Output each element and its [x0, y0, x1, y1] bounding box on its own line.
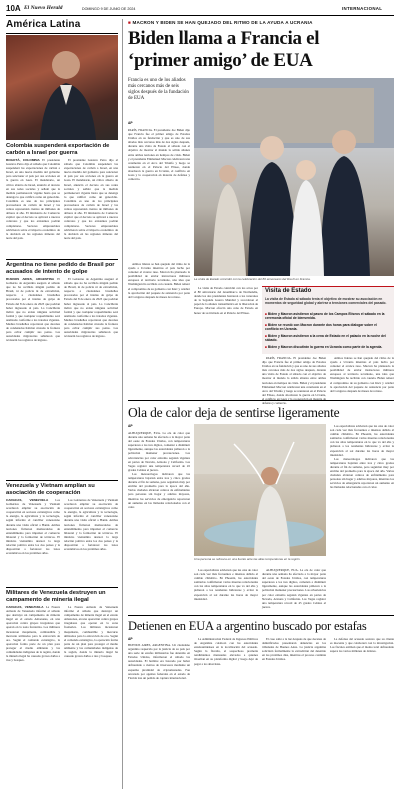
story4-dateline: CARACAS, VENEZUELA	[6, 605, 44, 609]
fountain-image	[194, 424, 326, 556]
story2-headline: Argentina no tiene pedido de Brasil por acusados de intento de golpe	[6, 262, 115, 275]
bottom-body-4	[330, 637, 394, 791]
story1-body-a	[6, 158, 60, 256]
story4-body-b	[64, 605, 118, 789]
masthead-rule	[6, 15, 394, 16]
main-headline-2: ‘primer amigo’ de EUA	[128, 50, 313, 71]
story3-text: Los Gobiernos de Venezuela y Vietnam acordaron ampliar su asociación de cooperación en sectores estratégicos como la energía, la agricultura y la tecnología, según informó el canciller venezolano durante una visita oficial a Hanói. Ambas naciones firmaron memorandos de entendimiento para impulsar el comercio bilateral y la formación de técnicos. El ministro vietnamita destacó la larga relación política entre los dos países y la disposición a fortalecer los lazos económicos en los próximos años.	[6, 498, 60, 556]
heat-body-3	[194, 568, 258, 612]
heat-text-2b: Los meteorólogos indicaron que las temperaturas bajarían entre tres y cinco grados durante el fin de semana, pero seguirían muy por encima del promedio para la época del año. Varias ciudades abrieron centros de enfriamiento para personas sin hogar y adultos mayores, mientras los servicios de emergencia reportaron un aumento en las llamadas relacionadas con el calor.	[330, 456, 394, 490]
main-text-4: PARÍS, FRANCIA. El presidente Joe Biden dijo que Francia fue el primer amigo de Estados Unidos en su fundación y que es uno de sus aliados más cercanos más de dos siglos después, durante una visita de Estado al sábado con el objetivo de mostrar al mundo la sólida alianza entre ambas naciones en tiempos de crisis. Biden y el presidente Emmanuel Macron celebraron una ceremonia en el Arco del Triunfo y luego se reunieron en el Palacio del Elíseo, donde abordaron la guerra en Ucrania, el conflicto en Gaza y la cooperación en materia de defensa y comercio.	[262, 356, 326, 406]
heat-body-2	[330, 424, 394, 612]
sidebar-bullet-2	[265, 323, 391, 331]
bottom-headline: Detienen en EUA a argentino buscado por estafas	[128, 619, 367, 633]
heat-text-1b: Los meteorólogos indicaron que las temperaturas bajarían entre tres y cinco grados durante el fin de semana, pero seguirían muy por encima del promedio para la época del año. Varias ciudades abrieron centros de enfriamiento para personas sin hogar y adultos mayores, mientras los servicios de emergencia reportaron un aumento en las llamadas relacionadas con el calor.	[128, 471, 190, 509]
main-body-2	[128, 262, 190, 372]
main-photo-caption: La visita de Estado coincidió con la celebración del 80 aniversario del Día D en Francia.	[194, 277, 311, 281]
main-byline: AP	[128, 121, 133, 125]
left-column-divider	[122, 19, 123, 789]
main-body-3	[194, 286, 258, 372]
heat-text-2: Los especialistas advierten que las olas de calor son cada vez más frecuentes e intensas debido al cambio climático. En Phoenix, las autoridades sanitarias confirmaron varias muertes relacionadas con las altas temperaturas en lo que va del año y pidieron a los residentes hidratarse y evitar la exposición al sol durante las horas de mayor intensidad.	[330, 424, 394, 457]
main-text-1: PARÍS, FRANCIA. El presidente Joe Biden dijo que Francia fue el primer amigo de Estados Unidos en su fundación y que es uno de sus aliados más cercanos más de dos siglos después, durante una visita de Estado al sábado con el objetivo de mostrar al mundo la sólida alianza entre ambas naciones en tiempos de crisis. Biden y el presidente Emmanuel Macron celebraron una ceremonia en el Arco del Triunfo y luego se reunieron en el Palacio del Elíseo, donde abordaron la guerra en Ucrania, el conflicto en Gaza y la cooperación en materia de defensa y comercio.	[128, 128, 190, 182]
bullet-icon: ■	[265, 312, 267, 316]
section-name: INTERNACIONAL	[342, 6, 383, 11]
sidebar-bullet-4	[265, 345, 391, 349]
main-text-2: Ambos líderes se han quejado del ritmo de la ayuda a Ucrania mientras el país lucha por contener el avance ruso. Macron ha planteado la posibilidad de enviar instructores militares europeos al territorio ucraniano, una idea que Washington ha recibido con cautela. Biden reiteró el compromiso de su gobierno con Kiev y celebró la aprobación del paquete de asistencia por parte del Congreso después de meses de retraso.	[128, 262, 190, 299]
sidebar-bullet-3	[265, 334, 391, 342]
bottom-text-3: El caso salió a la luz después de que decenas de damnificados presentaran denuncias en los tribunales de Buenos Aires. La justicia argentina solicitará formalmente la extradición del detenido en los próximos días, mientras el proceso continúa en Estados Unidos.	[262, 637, 326, 662]
heat-byline: AP	[128, 424, 133, 428]
main-text-3: La visita de Estado coincidió con los actos por el 80 aniversario del desembarco de Normandía, donde los dos presidentes honraron a los veteranos de la Segunda Guerra Mundial y recordaron el papel de la alianza transatlántica en la liberación de Europa. Macron ofreció una cena de Estado en honor de su invitado en el Palacio del Elíseo.	[194, 286, 258, 315]
bullet-icon: ■	[265, 334, 267, 338]
kicker-text: MACRON Y BIDEN SE HAN QUEJADO DEL RITMO DE LA AYUDA A UCRANIA	[132, 20, 313, 25]
bottom-text-1: BUENOS AIRES, ARGENTINA. Un ciudadano argentino requerido por la justicia de su país por una serie de estafas millonarias fue detenido en Estados Unidos, informaron el sábado las autoridades. El hombre era buscado por haber defraudado a cientos de inversores mediante un esquema piramidal de criptomonedas. Fue arrestado por agentes federales en el estado de Florida tras un pedido de captura internacional.	[128, 643, 190, 680]
main-deck: Francia es uno de los aliados más cercanos más de seis siglos después de la fundación de EUA	[128, 78, 189, 102]
story4-headline: Militares de Venezuela destruyen un campamento de minería ilegal	[6, 590, 106, 603]
bottom-text-2: La Administración Federal de Ingresos Públicos de Argentina colaboró con las autoridades estadounidenses en la localización del acusado. Según la fiscalía, el sospechoso prometía rendimientos mensuales elevados a quienes invertían en su plataforma digital y luego dejó de pagar a los ahorristas.	[194, 637, 258, 666]
story-divider-2	[6, 480, 118, 481]
story4-body-a	[6, 605, 60, 789]
story1-text-cont: El presidente Gustavo Petro dijo el sábado que Colombia suspenderá las exportaciones de carbón a Israel, en una nueva medida del gobierno para sancionar al país por sus acciones en la guerra en Gaza. El mandatario, un crítico abierto de Israel, anunció el decreto en sus redes sociales y señaló que la medida permanecerá vigente hasta que se detenga lo que calificó como un genocidio. Colombia es uno de los principales proveedores de carbón de Israel y las ventas representan cientos de millones de dólares al año. El ministerio de Comercio explicó que el decreto se aplicará a nuevos contratos y que los existentes podrán completarse. Sectores empresariales advirtieron sobre el impacto económico de la decisión en las regiones mineras del norte del país.	[64, 158, 118, 240]
story1-headline: Colombia suspenderá exportación de carbón a Israel por guerra	[6, 143, 110, 156]
story2-dateline: BUENOS AIRES, ARGENTINA	[6, 277, 55, 281]
sidebar-intro: La visita de Estado al sábado tenía el objetivo de mostrar su asociación en momentos de seguridad global y abrirse a tensiones comerciales del pasado.	[265, 297, 387, 306]
petro-photo	[6, 35, 118, 140]
bullet-text: Biden y Macron asistieron al paseo de los Campos Elíseos el sábado en la ceremonia oficial de bienvenida.	[265, 312, 385, 321]
story3-body-b	[64, 498, 118, 584]
main-body-1	[128, 128, 190, 258]
story2-body-a	[6, 277, 60, 477]
story1-dateline: BOGOTÁ, COLOMBIA	[6, 158, 40, 162]
bottom-text-4: La defensa del acusado sostuvo que su cliente es inocente y que colaborará con la investigación. Los fiscales estiman que el monto total defraudado supera los varios millones de dólares.	[330, 637, 394, 654]
main-body-4	[262, 356, 326, 406]
heat-photo	[194, 424, 326, 556]
kicker-square-icon: ■	[128, 20, 131, 25]
bottom-body-2	[194, 637, 258, 791]
bullet-icon: ■	[265, 323, 267, 327]
heat-body-4	[262, 568, 326, 612]
heat-headline: Ola de calor deja de sentirse ligeramente	[128, 405, 340, 420]
story3-dateline: CARACAS, VENEZUELA	[6, 498, 49, 502]
section-title: América Latina	[6, 19, 81, 30]
page-number: 10A	[6, 4, 21, 13]
story-divider-1	[6, 259, 118, 260]
heat-photo-caption: Una persona se refresca en una fuente ante las altas temperaturas en la región.	[194, 557, 301, 561]
bottom-body-3	[262, 637, 326, 791]
bullet-text: Biden se reunió con Macron durante dos horas para dialogar sobre el conflicto en Ucrania.	[265, 323, 377, 332]
bullet-text: Biden y Macron asistieron a la cena de Estado en el palacio en la noche del sábado.	[265, 334, 386, 343]
story3-headline: Venezuela y Vietnam amplían su asociación de cooperación	[6, 483, 95, 496]
biden-macron-photo	[194, 78, 394, 276]
story4-text-cont: La Fuerza Armada de Venezuela informó el sábado que destruyó un campamento de minería ilegal en el estado Amazonas, en una operación contra grupos irregulares que operan en la zona fronteriza. Los militares incautaron maquinaria, combustible y mercurio utilizados para la extracción de oro. Según el comando estratégico, la operación forma parte de un plan para proteger el medio ambiente y las comunidades indígenas de la región, donde la minería ilegal ha causado graves daños a ríos y bosques.	[64, 605, 118, 659]
heat-text-1: ALBUQUERQUE, EUA. La ola de calor que durante una semana ha afectado a la mayor parte del oeste de Estados Unidos, con temperaturas superiores a los tres dígitos, comenzó a disminuir ligeramente, aunque las autoridades pidieron a la población mantener precauciones. Las advertencias por calor extremo seguían vigentes en partes de Nevada, Arizona y California. Las Vegas registró una temperatura récord de 45 grados Celsius el jueves.	[128, 431, 190, 472]
main-bottom-rule	[128, 400, 394, 401]
main-headline-1: Biden llama a Francia el	[128, 28, 320, 49]
bullet-text: Biden y Macron discutirán la guerra en Ucrania como parte de la agenda.	[267, 345, 383, 349]
issue-date: DOMINGO 9 DE JUNIO DE 2024	[82, 7, 136, 11]
main-text-5: Ambos líderes se han quejado del ritmo de la ayuda a Ucrania mientras el país lucha por contener el avance ruso. Macron ha planteado la posibilidad de enviar instructores militares europeos al territorio ucraniano, una idea que Washington ha recibido con cautela. Biden reiteró el compromiso de su gobierno con Kiev y celebró la aprobación del paquete de asistencia por parte del Congreso después de meses de retraso.	[330, 356, 394, 393]
heat-text-4: ALBUQUERQUE, EUA. La ola de calor que durante una semana ha afectado a la mayor parte del oeste de Estados Unidos, con temperaturas superiores a los tres dígitos, comenzó a disminuir ligeramente, aunque las autoridades pidieron a la población mantener precauciones. Las advertencias por calor extremo seguían vigentes en partes de Nevada, Arizona y California. Las Vegas registró una temperatura récord de 45 grados Celsius el jueves.	[262, 568, 326, 609]
portrait-image	[6, 35, 118, 140]
heat-body-1	[128, 431, 190, 611]
story1-body-b	[64, 158, 118, 256]
bottom-body-1	[128, 643, 190, 791]
story2-body-b	[64, 277, 118, 477]
sidebar-bullet-1	[265, 312, 391, 320]
story3-body-a	[6, 498, 60, 584]
state-visit-image	[194, 78, 394, 276]
bottom-byline: AP	[128, 637, 133, 641]
story1-text: El presidente Gustavo Petro dijo el sábado que Colombia suspenderá las exportaciones de carbón a Israel, en una nueva medida del gobierno para sancionar al país por sus acciones en la guerra en Gaza. El mandatario, un crítico abierto de Israel, anunció el decreto en sus redes sociales y señaló que la medida permanecerá vigente hasta que se detenga lo que calificó como un genocidio. Colombia es uno de los principales proveedores de carbón de Israel y las ventas representan cientos de millones de dólares al año. El ministerio de Comercio explicó que el decreto se aplicará a nuevos contratos y que los existentes podrán completarse. Sectores empresariales advirtieron sobre el impacto económico de la decisión en las regiones mineras del norte del país.	[6, 158, 60, 240]
bullet-icon: ■	[265, 345, 267, 349]
story2-text: El Gobierno de Argentina aseguró el sábado que no ha recibido ningún pedido de Brasil, ni de policía ni de extradición, respecto a ciudadanos brasileños procesados por el intento de golpe de Estado del 8 de enero de 2023 que podrían haber ingresado al país. La Cancillería indicó que no existe ninguna solicitud formal y que cualquier requerimiento será analizado conforme a los tratados vigentes. Medios brasileños reportaron que decenas de condenados habrían cruzado la frontera para evitar cumplir sus penas. Las autoridades migratorias señalaron que revisarán los registros de ingreso.	[6, 277, 60, 343]
story-divider-3	[6, 587, 118, 588]
main-body-5	[330, 356, 394, 396]
story4-text: La Fuerza Armada de Venezuela informó el sábado que destruyó un campamento de minería ilegal en el estado Amazonas, en una operación contra grupos irregulares que operan en la zona fronteriza. Los militares incautaron maquinaria, combustible y mercurio utilizados para la extracción de oro. Según el comando estratégico, la operación forma parte de un plan para proteger el medio ambiente y las comunidades indígenas de la región, donde la minería ilegal ha causado graves daños a ríos y bosques.	[6, 605, 60, 663]
section-title-rule	[6, 33, 118, 34]
story3-text-cont: Los Gobiernos de Venezuela y Vietnam acordaron ampliar su asociación de cooperación en sectores estratégicos como la energía, la agricultura y la tecnología, según informó el canciller venezolano durante una visita oficial a Hanói. Ambas naciones firmaron memorandos de entendimiento para impulsar el comercio bilateral y la formación de técnicos. El ministro vietnamita destacó la larga relación política entre los dos países y la disposición a fortalecer los lazos económicos en los próximos años.	[64, 498, 118, 552]
main-kicker	[128, 20, 394, 25]
heat-bottom-rule	[128, 615, 394, 616]
heat-text-3: Los especialistas advierten que las olas de calor son cada vez más frecuentes e intensas debido al cambio climático. En Phoenix, las autoridades sanitarias confirmaron varias muertes relacionadas con las altas temperaturas en lo que va del año y pidieron a los residentes hidratarse y evitar la exposición al sol durante las horas de mayor intensidad.	[194, 568, 258, 601]
sidebar-title: Visita de Estado	[265, 288, 312, 294]
story2-text-cont: El Gobierno de Argentina aseguró el sábado que no ha recibido ningún pedido de Brasil, ni de policía ni de extradición, respecto a ciudadanos brasileños procesados por el intento de golpe de Estado del 8 de enero de 2023 que podrían haber ingresado al país. La Cancillería indicó que no existe ninguna solicitud formal y que cualquier requerimiento será analizado conforme a los tratados vigentes. Medios brasileños reportaron que decenas de condenados habrían cruzado la frontera para evitar cumplir sus penas. Las autoridades migratorias señalaron que revisarán los registros de ingreso.	[64, 277, 118, 339]
paper-name: El Nuevo Herald	[24, 5, 63, 11]
